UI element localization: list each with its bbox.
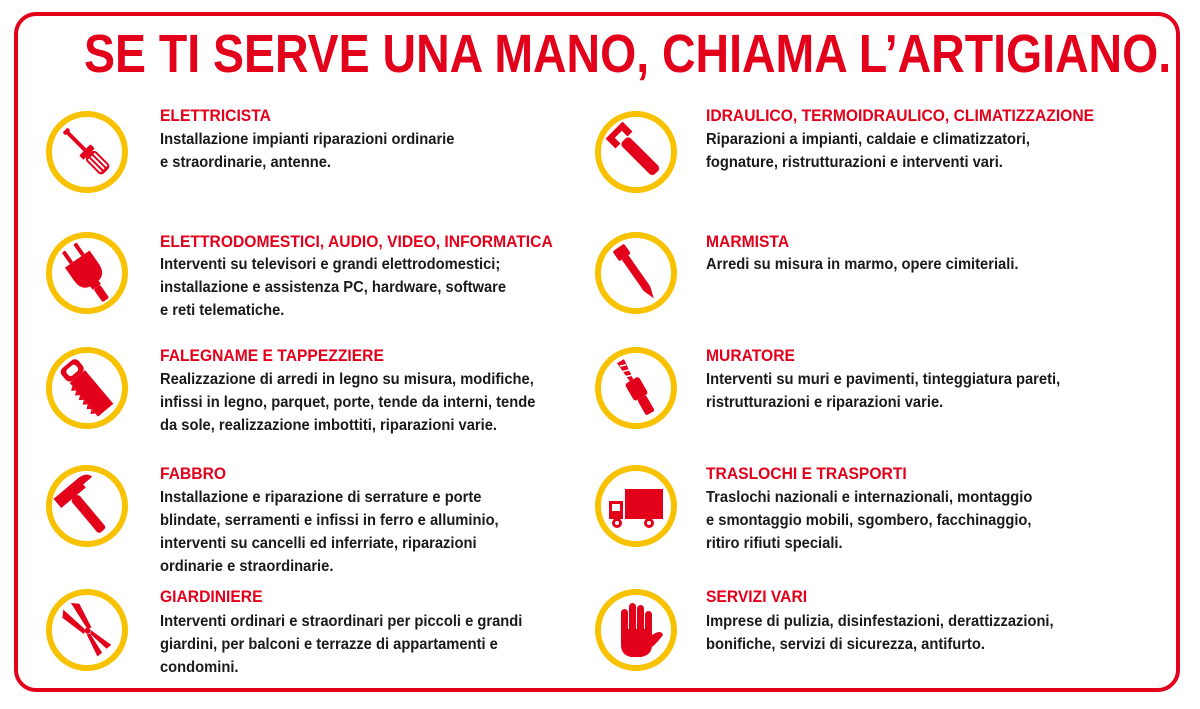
wrench-icon [595, 111, 677, 193]
service-desc-elettricista: Installazione impianti riparazioni ordinarie e straordinarie, antenne. [160, 131, 455, 171]
service-desc-fabbro: Installazione e riparazione di serrature e porte blindate, serramenti e infissi in ferro e alluminio, interventi su cancelli ed inferriate, riparazioni ordinarie e straordinarie. [160, 489, 499, 575]
service-title-muratore: MURATORE [706, 346, 795, 365]
hammer-icon [46, 465, 128, 547]
screwdriver-icon [46, 111, 128, 193]
shears-icon [46, 589, 128, 671]
chisel-icon [595, 232, 677, 314]
service-title-fabbro: FABBRO [160, 464, 227, 483]
service-desc-falegname: Realizzazione di arredi in legno su misura, modifiche, infissi in legno, parquet, porte, tende da interni, tende da sole, realizzazione imbottiti, riparazioni varie. [160, 371, 536, 434]
service-desc-servizi-vari: Imprese di pulizia, disinfestazioni, derattizzazioni, bonifiche, servizi di sicurezza, antifurto. [706, 613, 1054, 653]
service-desc-traslochi: Traslochi nazionali e internazionali, montaggio e smontaggio mobili, sgombero, facchinaggio, ritiro rifiuti speciali. [706, 489, 1033, 552]
service-title-servizi-vari: SERVIZI VARI [706, 587, 808, 606]
service-title-giardiniere: GIARDINIERE [160, 587, 263, 606]
service-desc-marmista: Arredi su misura in marmo, opere cimiteriali. [706, 256, 1019, 273]
service-title-traslochi: TRASLOCHI E TRASPORTI [706, 464, 907, 483]
service-title-falegname: FALEGNAME E TAPPEZZIERE [160, 346, 384, 365]
service-title-elettricista: ELETTRICISTA [160, 106, 271, 125]
service-title-marmista: MARMISTA [706, 232, 790, 251]
service-desc-elettrodomestici: Interventi su televisori e grandi elettrodomestici; installazione e assistenza PC, hardware, software e reti telematiche. [160, 256, 507, 319]
service-desc-muratore: Interventi su muri e pavimenti, tinteggiatura pareti, ristrutturazioni e riparazioni varie. [706, 371, 1061, 411]
service-desc-idraulico: Riparazioni a impianti, caldaie e climatizzatori, fognature, ristrutturazioni e interventi vari. [706, 131, 1030, 171]
service-desc-giardiniere: Interventi ordinari e straordinari per piccoli e grandi giardini, per balconi e terrazze di appartamenti e condomini. [160, 613, 523, 676]
truck-icon [595, 465, 677, 547]
service-title-elettrodomestici: ELETTRODOMESTICI, AUDIO, VIDEO, INFORMATICA [160, 232, 553, 251]
saw-icon [46, 347, 128, 429]
drill-icon [595, 347, 677, 429]
glove-icon [595, 589, 677, 671]
plug-icon [46, 232, 128, 314]
headline: SE TI SERVE UNA MANO, CHIAMA L’ARTIGIANO. [84, 24, 1172, 84]
service-title-idraulico: IDRAULICO, TERMOIDRAULICO, CLIMATIZZAZIONE [706, 106, 1095, 125]
